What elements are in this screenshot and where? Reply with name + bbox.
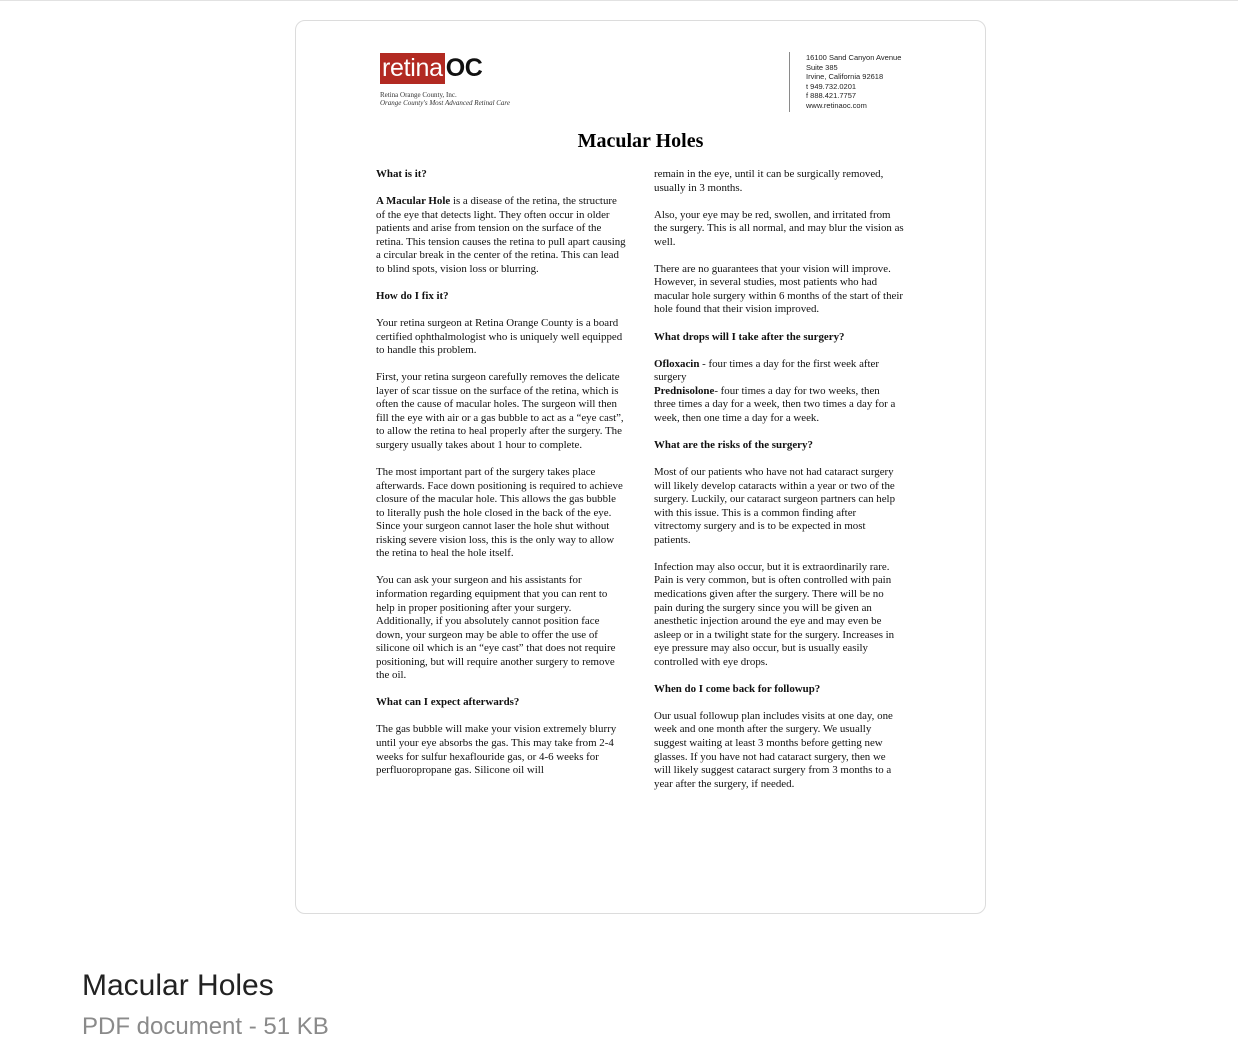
section-heading: What is it?	[376, 168, 427, 180]
paragraph: Infection may also occur, but it is extraordinarily rare. Pain is very common, but is often controlled with pain medications given after the surgery. There will be no pain during the surgery since you will be given an anesthetic injection around the eye and may even be asleep or in a twilight state for the surgery. Increases in eye pressure may also occur, but is usually easily controlled with eye drops.	[654, 560, 895, 668]
address-divider	[789, 52, 790, 112]
address-line: www.retinaoc.com	[806, 100, 867, 110]
bold-term: A Macular Hole	[376, 195, 451, 208]
section-heading: When do I come back for followup?	[654, 682, 821, 695]
drop-list: Ofloxacin - four times a day for the first week after surgery Prednisolone- four times a day for two weeks, then three times a day for a week, then two times a day for a week, then one time a day for a week.	[654, 357, 896, 424]
logo-company-name: Retina Orange County, Inc.	[380, 91, 457, 99]
address-line: Irvine, California 92618	[806, 72, 884, 82]
section-heading: What drops will I take after the surgery?	[654, 330, 845, 343]
paragraph: Most of our patients who have not had cataract surgery will likely develop cataracts within a year or two of the surgery. Luckily, our cataract surgeon partners can help with this issue. This is a common finding after vitrectomy surgery and is to be expected in most patients.	[654, 466, 896, 546]
top-divider	[0, 0, 1238, 1]
file-title: Macular Holes	[82, 969, 274, 1002]
section-heading: What are the risks of the surgery?	[654, 438, 813, 451]
paragraph: You can ask your surgeon and his assistants for information regarding equipment that you can rent to help in proper positioning after your surgery. Additionally, if you absolutely cannot position face down, your surgeon may be able to offer the use of silicone oil which is an “eye cast” that does not require positioning, but will require another surgery to remove the oil.	[376, 574, 616, 682]
retina-oc-logo	[380, 53, 510, 107]
address-line: t 949.732.0201	[806, 81, 857, 91]
address-line: Suite 385	[806, 62, 838, 72]
drug-name: Ofloxacin	[654, 357, 700, 370]
paragraph: First, your retina surgeon carefully removes the delicate layer of scar tissue on the surface of the retina, which is often the cause of macular holes. The surgeon will then fill the eye with air or a gas bubble to act as a “eye cast”, to allow the retina to heal properly after the surgery. The surgery usually takes about 1 hour to complete.	[376, 371, 624, 451]
paragraph: The gas bubble will make your vision extremely blurry until your eye absorbs the gas. This may take from 2-4 weeks for sulfur hexaflouride gas, or 4-6 weeks for perfluoropropane gas. Silicone oil will	[376, 723, 617, 777]
logo-oc-text: OC	[445, 54, 483, 82]
logo-tagline: Orange County's Most Advanced Retinal Care	[380, 99, 511, 107]
address-block	[806, 53, 901, 111]
paragraph: Also, your eye may be red, swollen, and irritated from the surgery. This is all normal, and may blur the vision as well.	[654, 208, 904, 248]
logo-subtitle	[380, 91, 510, 107]
drug-name: Prednisolone	[654, 384, 715, 397]
address-line: 16100 Sand Canyon Avenue	[806, 53, 902, 62]
logo-retina-text: retina	[382, 54, 443, 82]
paragraph: There are no guarantees that your vision will improve. However, in several studies, most patients who had macular hole surgery within 6 months of the start of their hole found that their vision improved.	[654, 262, 904, 316]
right-column	[654, 168, 904, 805]
paragraph: Your retina surgeon at Retina Orange County is a board certified ophthalmologist who is uniquely well equipped to handle this problem.	[376, 317, 623, 357]
left-column	[376, 168, 626, 791]
paragraph: A Macular Hole is a disease of the retina, the structure of the eye that detects light. They often occur in older patients and arise from tension on the surface of the retina. This tension causes the retina to pull apart causing a circular break in the center of the retina. This can lead to blind spots, vision loss or blurring.	[376, 195, 626, 275]
pdf-preview-thumbnail[interactable]	[295, 20, 986, 914]
paragraph: The most important part of the surgery takes place afterwards. Face down positioning is required to achieve closure of the macular hole. This allows the gas bubble to literally push the hole closed in the back of the eye. Since your surgeon cannot laser the hole shut without risking severe vision loss, this is the only way to allow the retina to heal the hole itself.	[376, 466, 623, 560]
document-title: Macular Holes	[577, 130, 704, 152]
section-heading: What can I expect afterwards?	[376, 696, 520, 709]
paragraph: Our usual followup plan includes visits at one day, one week and one month after the surgery. We usually suggest waiting at least 3 months before getting new glasses. If you have not had cataract surgery, then we will likely suggest cataract surgery from 3 months to a year after the surgery, if needed.	[654, 709, 893, 790]
file-metadata: PDF document - 51 KB	[82, 1013, 329, 1040]
address-line: f 888.421.7757	[806, 91, 857, 101]
section-heading: How do I fix it?	[376, 289, 449, 302]
paragraph: remain in the eye, until it can be surgically removed, usually in 3 months.	[654, 168, 884, 194]
